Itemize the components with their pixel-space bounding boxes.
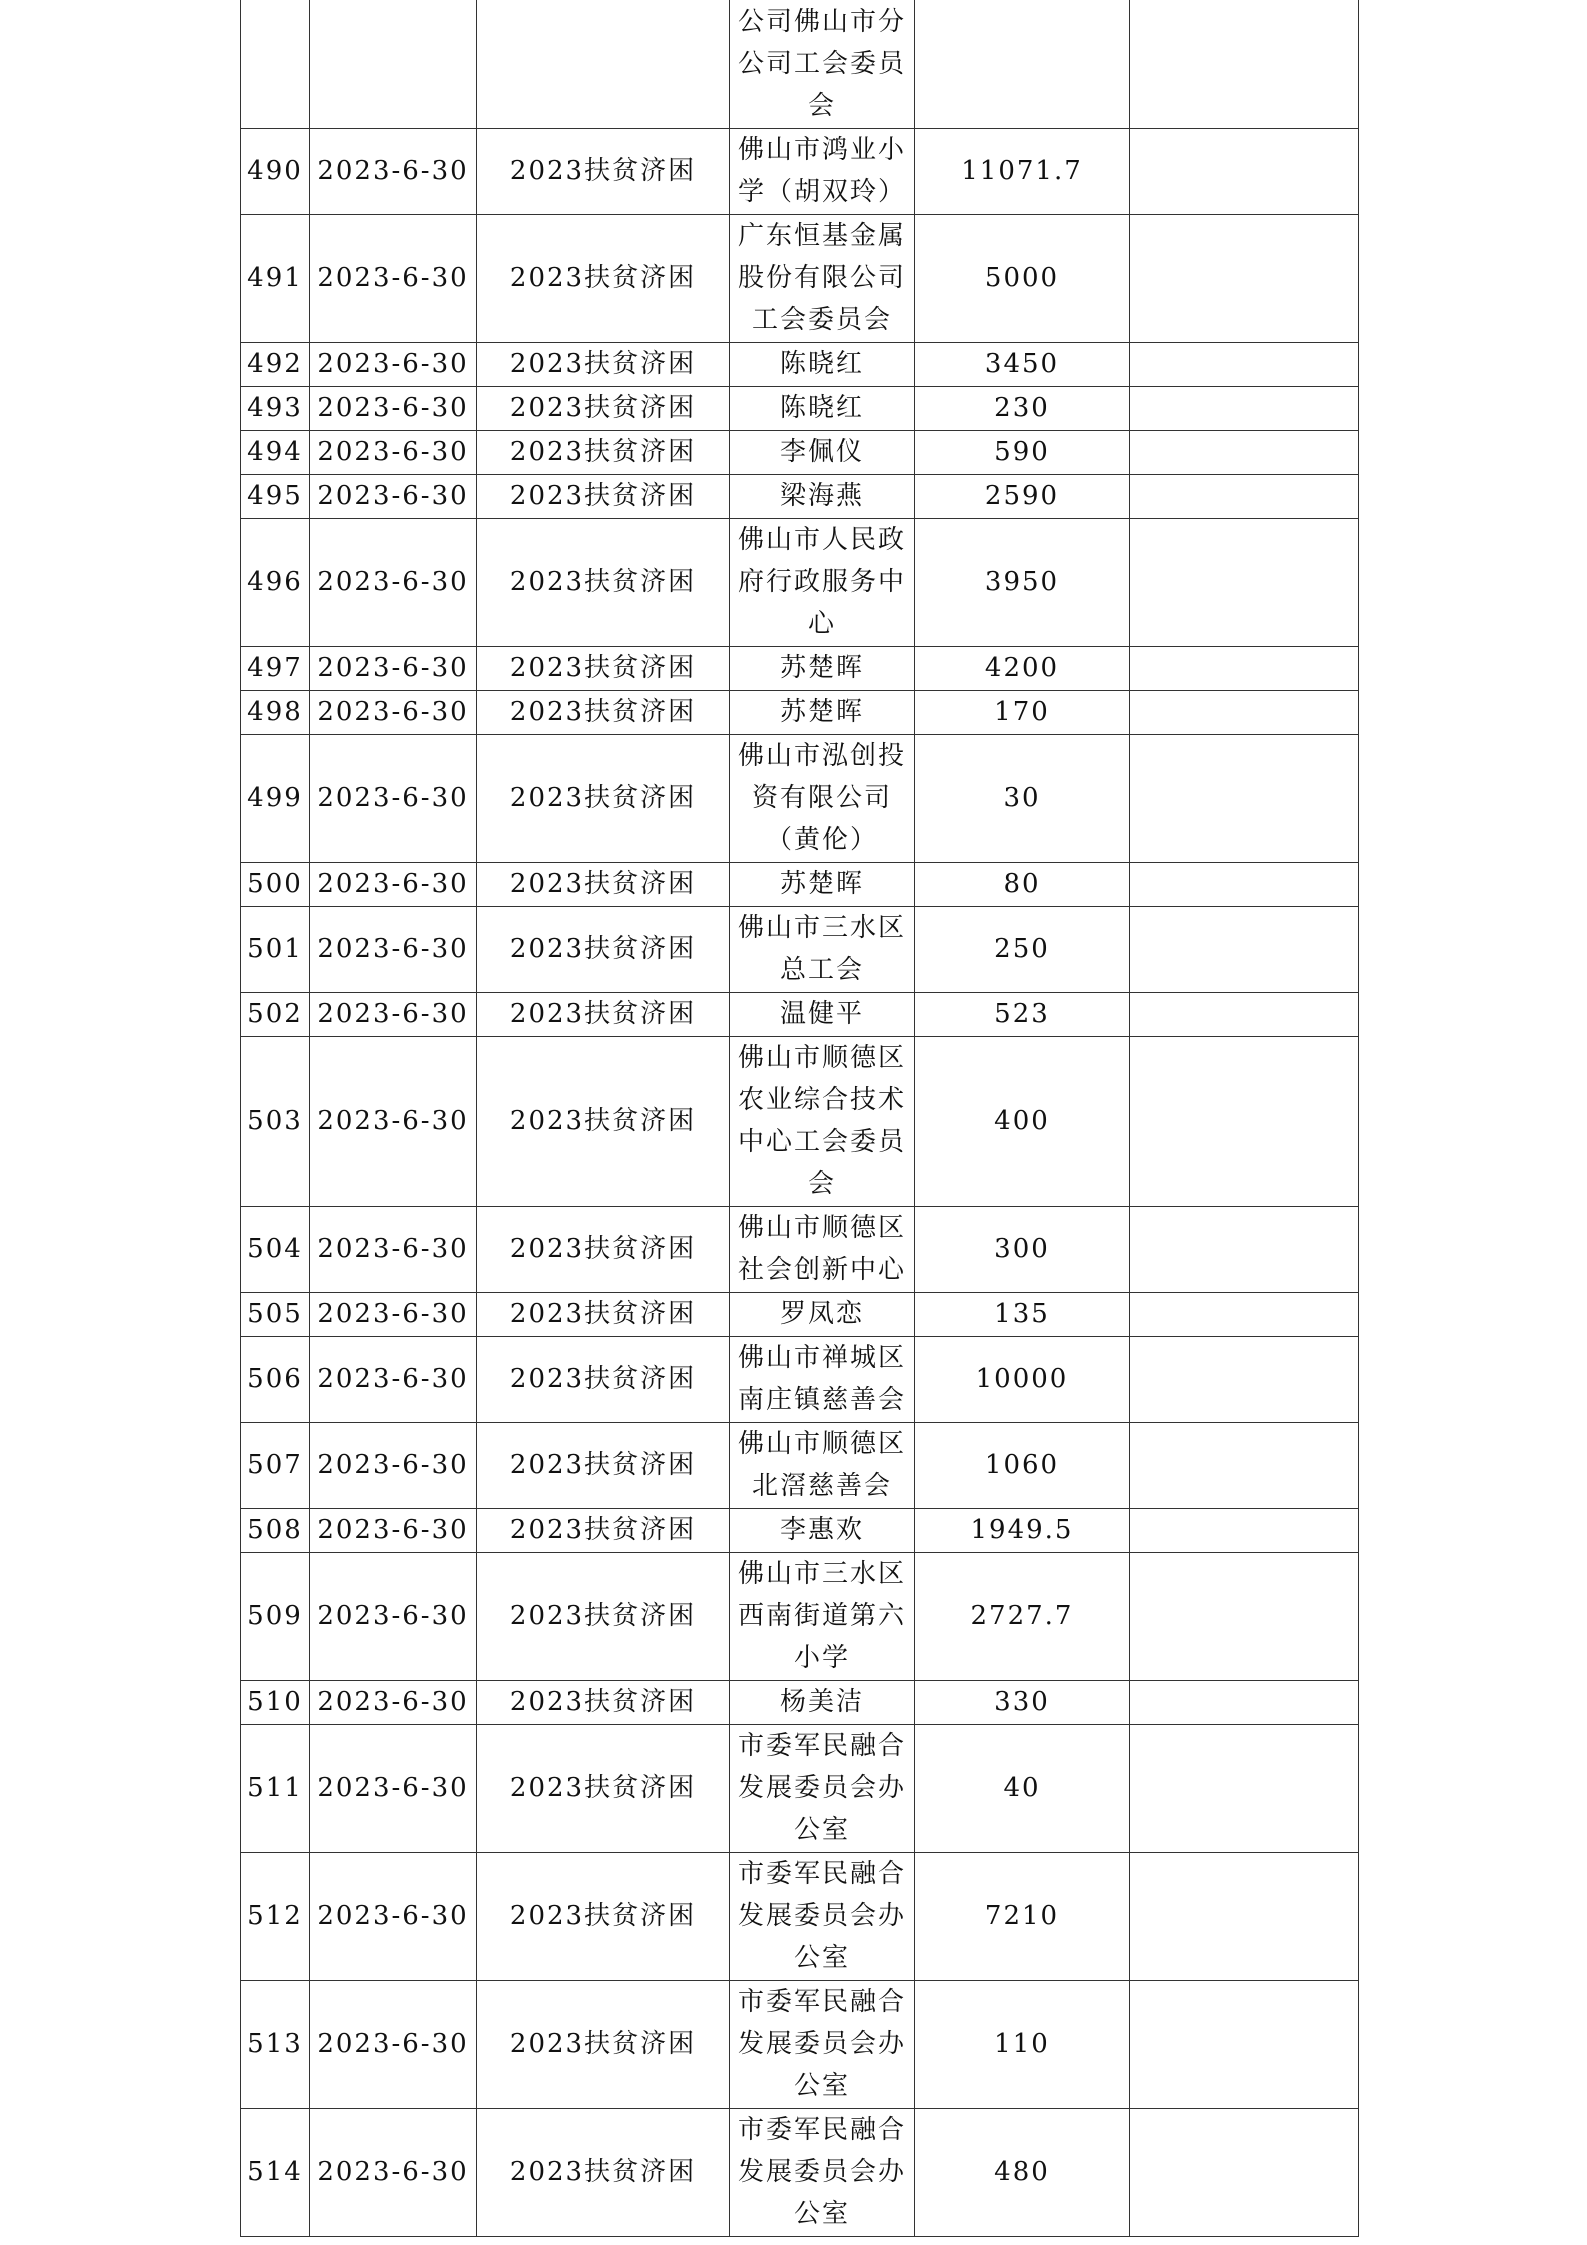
cell-date: 2023-6-30 [310,342,477,386]
cell-date: 2023-6-30 [310,1206,477,1292]
cell-no: 513 [241,1980,310,2108]
cell-donor: 佛山市三水区西南街道第六小学 [730,1552,915,1680]
cell-date: 2023-6-30 [310,1724,477,1852]
cell-note [1130,1036,1359,1206]
cell-no: 496 [241,518,310,646]
cell-donor: 李佩仪 [730,430,915,474]
table-row [241,342,1359,386]
cell-donor: 广东恒基金属股份有限公司工会委员会 [730,214,915,342]
cell-no: 506 [241,1336,310,1422]
table-row [241,1552,1359,1680]
table-row [241,862,1359,906]
cell-date: 2023-6-30 [310,906,477,992]
cell-note [1130,1508,1359,1552]
cell-no: 505 [241,1292,310,1336]
donation-table [240,0,1359,2237]
cell-no: 495 [241,474,310,518]
cell-project: 2023扶贫济困 [477,1206,730,1292]
cell-amount: 480 [915,2108,1130,2236]
cell-no: 492 [241,342,310,386]
table-row [241,1852,1359,1980]
cell-amount: 135 [915,1292,1130,1336]
cell-date [310,0,477,128]
cell-no: 512 [241,1852,310,1980]
cell-date: 2023-6-30 [310,734,477,862]
cell-date: 2023-6-30 [310,646,477,690]
cell-donor: 公司佛山市分公司工会委员会 [730,0,915,128]
cell-no: 509 [241,1552,310,1680]
cell-donor: 温健平 [730,992,915,1036]
cell-project: 2023扶贫济困 [477,1422,730,1508]
table-row [241,1036,1359,1206]
cell-note [1130,430,1359,474]
cell-donor: 市委军民融合发展委员会办公室 [730,1980,915,2108]
cell-no: 490 [241,128,310,214]
table-row [241,992,1359,1036]
cell-note [1130,1336,1359,1422]
cell-amount: 300 [915,1206,1130,1292]
table-row [241,1292,1359,1336]
table-row [241,690,1359,734]
cell-note [1130,518,1359,646]
cell-note [1130,992,1359,1036]
cell-no: 498 [241,690,310,734]
table-row [241,1422,1359,1508]
cell-project: 2023扶贫济困 [477,1552,730,1680]
table-row [241,2108,1359,2236]
cell-amount: 523 [915,992,1130,1036]
cell-donor: 罗凤恋 [730,1292,915,1336]
cell-donor: 佛山市顺德区农业综合技术中心工会委员会 [730,1036,915,1206]
cell-no: 508 [241,1508,310,1552]
cell-donor: 李惠欢 [730,1508,915,1552]
cell-date: 2023-6-30 [310,1852,477,1980]
cell-no: 507 [241,1422,310,1508]
cell-project: 2023扶贫济困 [477,1852,730,1980]
cell-donor: 佛山市顺德区北滘慈善会 [730,1422,915,1508]
cell-date: 2023-6-30 [310,386,477,430]
cell-amount: 5000 [915,214,1130,342]
table-row [241,646,1359,690]
cell-no: 491 [241,214,310,342]
cell-no: 510 [241,1680,310,1724]
table-row [241,1336,1359,1422]
cell-project: 2023扶贫济困 [477,342,730,386]
cell-no: 497 [241,646,310,690]
cell-note [1130,342,1359,386]
cell-project: 2023扶贫济困 [477,734,730,862]
cell-note [1130,2108,1359,2236]
cell-no: 494 [241,430,310,474]
cell-note [1130,474,1359,518]
cell-note [1130,386,1359,430]
cell-note [1130,1422,1359,1508]
cell-project: 2023扶贫济困 [477,386,730,430]
cell-amount: 110 [915,1980,1130,2108]
cell-no [241,0,310,128]
cell-donor: 市委军民融合发展委员会办公室 [730,1852,915,1980]
table-row [241,386,1359,430]
cell-project: 2023扶贫济困 [477,1980,730,2108]
cell-project: 2023扶贫济困 [477,906,730,992]
cell-project: 2023扶贫济困 [477,1724,730,1852]
table-row [241,1206,1359,1292]
cell-donor: 佛山市禅城区南庄镇慈善会 [730,1336,915,1422]
cell-note [1130,0,1359,128]
cell-note [1130,1292,1359,1336]
cell-amount: 2590 [915,474,1130,518]
cell-project: 2023扶贫济困 [477,1036,730,1206]
cell-donor: 杨美洁 [730,1680,915,1724]
cell-date: 2023-6-30 [310,518,477,646]
cell-no: 503 [241,1036,310,1206]
cell-amount: 590 [915,430,1130,474]
cell-no: 502 [241,992,310,1036]
cell-date: 2023-6-30 [310,128,477,214]
cell-amount: 40 [915,1724,1130,1852]
cell-amount: 3450 [915,342,1130,386]
cell-date: 2023-6-30 [310,690,477,734]
cell-date: 2023-6-30 [310,862,477,906]
cell-date: 2023-6-30 [310,1552,477,1680]
cell-project: 2023扶贫济困 [477,690,730,734]
cell-project: 2023扶贫济困 [477,646,730,690]
cell-no: 501 [241,906,310,992]
table-row [241,214,1359,342]
cell-amount: 1949.5 [915,1508,1130,1552]
cell-no: 493 [241,386,310,430]
cell-note [1130,906,1359,992]
cell-date: 2023-6-30 [310,1422,477,1508]
cell-project: 2023扶贫济困 [477,2108,730,2236]
cell-project: 2023扶贫济困 [477,430,730,474]
cell-project: 2023扶贫济困 [477,474,730,518]
cell-donor: 陈晓红 [730,386,915,430]
cell-date: 2023-6-30 [310,1036,477,1206]
cell-date: 2023-6-30 [310,1336,477,1422]
cell-date: 2023-6-30 [310,992,477,1036]
cell-note [1130,1724,1359,1852]
cell-project: 2023扶贫济困 [477,518,730,646]
cell-date: 2023-6-30 [310,1292,477,1336]
cell-amount: 330 [915,1680,1130,1724]
cell-note [1130,1206,1359,1292]
table-row-fragment [241,0,1359,128]
table-row [241,128,1359,214]
cell-project: 2023扶贫济困 [477,214,730,342]
cell-no: 500 [241,862,310,906]
cell-amount: 80 [915,862,1130,906]
cell-date: 2023-6-30 [310,1680,477,1724]
cell-amount: 230 [915,386,1130,430]
cell-donor: 苏楚晖 [730,690,915,734]
cell-note [1130,1680,1359,1724]
cell-project: 2023扶贫济困 [477,862,730,906]
cell-donor: 佛山市三水区总工会 [730,906,915,992]
table-row [241,1980,1359,2108]
cell-donor: 佛山市顺德区社会创新中心 [730,1206,915,1292]
cell-note [1130,1552,1359,1680]
table-row [241,474,1359,518]
cell-amount: 30 [915,734,1130,862]
cell-no: 499 [241,734,310,862]
cell-donor: 苏楚晖 [730,862,915,906]
table-row [241,734,1359,862]
cell-donor: 陈晓红 [730,342,915,386]
cell-amount: 1060 [915,1422,1130,1508]
cell-no: 504 [241,1206,310,1292]
cell-donor: 梁海燕 [730,474,915,518]
cell-donor: 苏楚晖 [730,646,915,690]
cell-project: 2023扶贫济困 [477,1292,730,1336]
cell-donor: 佛山市人民政府行政服务中心 [730,518,915,646]
cell-date: 2023-6-30 [310,430,477,474]
cell-note [1130,862,1359,906]
cell-project: 2023扶贫济困 [477,1680,730,1724]
cell-project [477,0,730,128]
cell-amount: 10000 [915,1336,1130,1422]
cell-date: 2023-6-30 [310,214,477,342]
cell-amount: 400 [915,1036,1130,1206]
cell-date: 2023-6-30 [310,1508,477,1552]
cell-note [1130,1980,1359,2108]
cell-project: 2023扶贫济困 [477,128,730,214]
cell-amount: 3950 [915,518,1130,646]
cell-donor: 市委军民融合发展委员会办公室 [730,2108,915,2236]
cell-project: 2023扶贫济困 [477,1508,730,1552]
cell-amount: 11071.7 [915,128,1130,214]
cell-amount: 4200 [915,646,1130,690]
cell-date: 2023-6-30 [310,1980,477,2108]
cell-amount: 2727.7 [915,1552,1130,1680]
cell-project: 2023扶贫济困 [477,1336,730,1422]
cell-no: 511 [241,1724,310,1852]
cell-no: 514 [241,2108,310,2236]
cell-project: 2023扶贫济困 [477,992,730,1036]
cell-date: 2023-6-30 [310,2108,477,2236]
table-row [241,518,1359,646]
table-row [241,1724,1359,1852]
cell-date: 2023-6-30 [310,474,477,518]
cell-note [1130,646,1359,690]
cell-note [1130,1852,1359,1980]
cell-amount: 7210 [915,1852,1130,1980]
cell-amount: 250 [915,906,1130,992]
table-row [241,1680,1359,1724]
donation-table-body [241,0,1359,2236]
cell-note [1130,214,1359,342]
cell-amount [915,0,1130,128]
cell-note [1130,128,1359,214]
cell-donor: 佛山市鸿业小学（胡双玲） [730,128,915,214]
cell-note [1130,690,1359,734]
cell-donor: 市委军民融合发展委员会办公室 [730,1724,915,1852]
cell-note [1130,734,1359,862]
cell-amount: 170 [915,690,1130,734]
table-row [241,430,1359,474]
cell-donor: 佛山市泓创投资有限公司（黄伦） [730,734,915,862]
table-row [241,1508,1359,1552]
table-row [241,906,1359,992]
